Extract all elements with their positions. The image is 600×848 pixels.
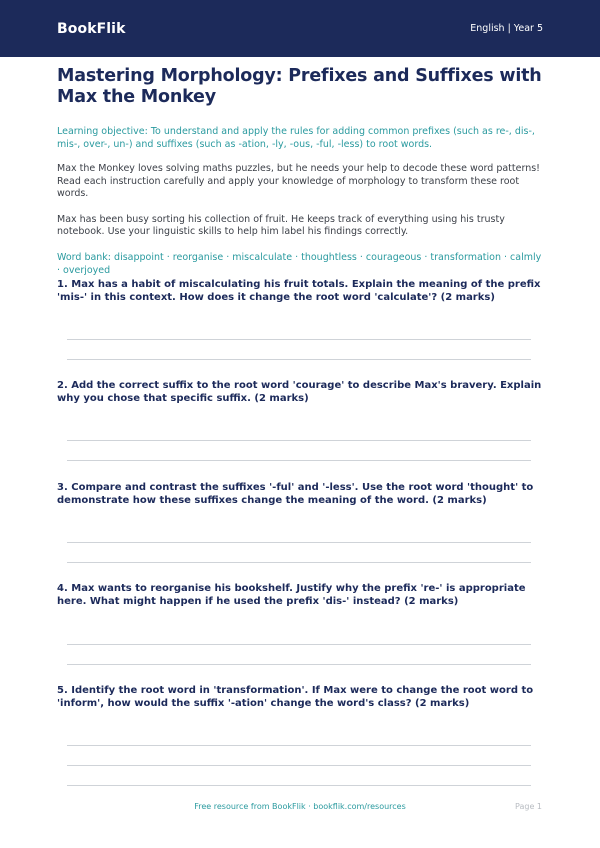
question-1: 1. Max has a habit of miscalculating his fruit totals. Explain the meaning of the prefix 'mis-' in this context. How does it change the root word 'calculate'? (2 marks) [57, 279, 541, 303]
answer-line[interactable] [67, 745, 531, 746]
context-paragraph: Max has been busy sorting his collection of fruit. He keeps track of everything using his trusty notebook. Use your linguistic skills to help him label his findings correctly. [57, 213, 505, 237]
answer-line[interactable] [67, 542, 531, 543]
answer-line[interactable] [67, 339, 531, 340]
question-4: 4. Max wants to reorganise his bookshelf. Justify why the prefix 're-' is appropriate here. What might happen if he used the prefix 'dis-' instead? (2 marks) [57, 583, 526, 607]
question-5: 5. Identify the root word in 'transformation'. If Max were to change the root word to 'inform', how would the suffix '-ation' change the word's class? (2 marks) [57, 685, 534, 709]
answer-line[interactable] [67, 785, 531, 786]
learning-objective: Learning objective: To understand and apply the rules for adding common prefixes (such as re-, dis-, mis-, over-, un-) and suffixes (such as -ation, -ly, -ous, -ful, -less) to root words. [57, 126, 535, 150]
intro-section [57, 66, 543, 277]
page-title: Mastering Morphology: Prefixes and Suffixes with Max the Monkey [57, 66, 542, 107]
answer-line[interactable] [67, 664, 531, 665]
page-number: Page 1 [515, 802, 542, 811]
answer-line[interactable] [67, 765, 531, 766]
question-3: 3. Compare and contrast the suffixes '-ful' and '-less'. Use the root word 'thought' to demonstrate how these suffixes change the meaning of the word. (2 marks) [57, 482, 534, 506]
answer-line[interactable] [67, 644, 531, 645]
question-2: 2. Add the correct suffix to the root word 'courage' to describe Max's bravery. Explain why you chose that specific suffix. (2 marks) [57, 380, 542, 404]
answer-line[interactable] [67, 562, 531, 563]
intro-paragraph: Max the Monkey loves solving maths puzzles, but he needs your help to decode these word patterns! Read each instruction carefully and apply your knowledge of morphology to transform these root words. [57, 163, 540, 199]
brand-logo[interactable]: BookFlik [57, 20, 126, 37]
answer-line[interactable] [67, 440, 531, 441]
answer-line[interactable] [67, 359, 531, 360]
answer-line[interactable] [67, 460, 531, 461]
word-bank: Word bank: disappoint · reorganise · miscalculate · thoughtless · courageous · transformation · calmly · overjoyed [57, 251, 542, 276]
footer-resource-link[interactable]: Free resource from BookFlik · bookflik.com/resources [194, 802, 406, 811]
subject-year-label: English | Year 5 [470, 23, 543, 34]
page-header [0, 0, 600, 57]
